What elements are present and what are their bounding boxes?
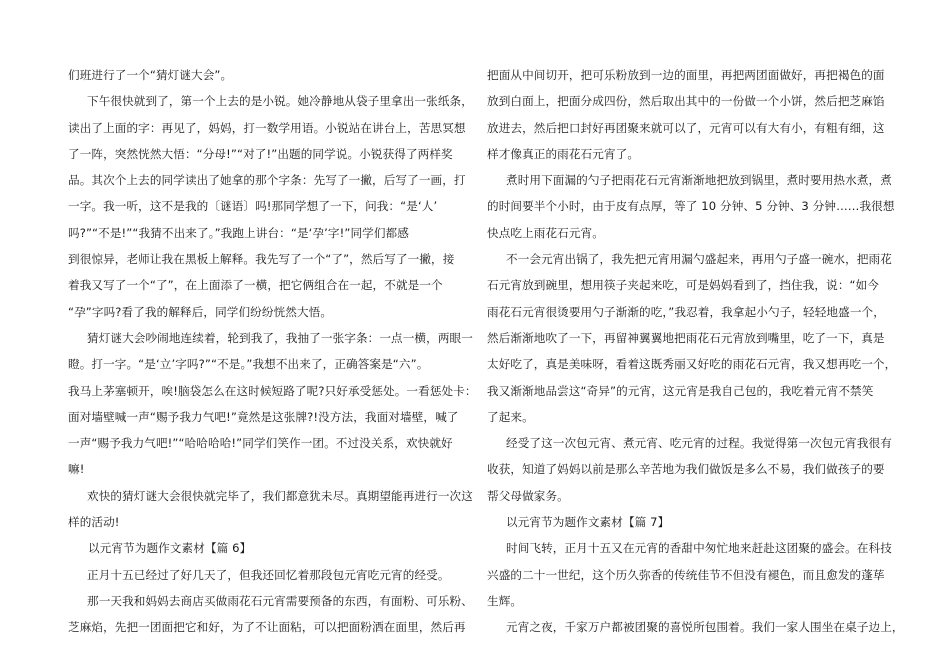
text-line: 嘛! <box>68 462 85 477</box>
text-line: 帮父母做家务。 <box>487 488 569 503</box>
text-line: 样的活动! <box>68 515 120 530</box>
text-line: 我又渐渐地品尝这“奇异”的元宵，这元宵是我自己包的，我吃着元宵不禁笑 <box>487 383 874 398</box>
section-heading: 以元宵节为题作文素材【篇 7】 <box>506 515 670 530</box>
text-line: 生辉。 <box>487 593 523 608</box>
text-line: 着我又写了一个“了”，在上面添了一横，把它俩组合在一起，不就是一个 <box>68 278 443 293</box>
text-line: 一字。我一听，这不是我的〔谜语〕吗!那同学想了一下，问我：“是‘人’ <box>68 199 438 214</box>
text-line: 雨花石元宵很烫要用勺子渐渐的吃，”我忍着，我拿起小勺子，轻轻地盛一个， <box>487 304 885 319</box>
text-line: 一声“赐予我力气吧!”“哈哈哈哈!”同学们笑作一团。不过没关系，欢快就好 <box>68 436 453 451</box>
text-line: 把面从中间切开，把可乐粉放到一边的面里，再把两团面做好，再把褐色的面 <box>487 68 885 82</box>
text-line: 读出了上面的字：再见了，妈妈，打一数学用语。小锐站在讲台上，苦思冥想 <box>68 120 466 135</box>
text-line: 兴盛的二十一世纪，这个历久弥香的传统佳节不但没有褪色，而且愈发的蓬荜 <box>487 567 885 582</box>
text-line: 了起来。 <box>487 409 534 424</box>
text-line: 品。其次个上去的同学读出了她拿的那个字条：先写了一撇，后写了一画，打 <box>68 173 466 188</box>
text-line: 收获，知道了妈妈以前是那么辛苦地为我们做饭是多么不易，我们做孩子的要 <box>487 462 885 477</box>
text-line: 不一会元宵出锅了，我先把元宵用漏勺盛起来，再用勺子盛一碗水，把雨花 <box>506 252 892 267</box>
text-line: “孕”字吗?看了我的解释后，同学们纷纷恍然大悟。 <box>68 304 333 319</box>
text-line: 下午很快就到了，第一个上去的是小锐。她冷静地从袋子里拿出一张纸条， <box>87 94 473 109</box>
text-line: 石元宵放到碗里，想用筷子夹起来吃，可是妈妈看到了，挡住我，说：“如今 <box>487 278 880 293</box>
text-line: 放到白面上，把面分成四份，然后取出其中的一份做一个小饼，然后把芝麻馅 <box>487 94 885 109</box>
text-line: 我马上茅塞顿开，唉!脑袋怎么在这时候短路了呢?只好承受惩处。一看惩处卡： <box>68 383 477 398</box>
text-line: 芝麻焰，先把一团面把它和好，为了不让面粘，可以把面粉洒在面里，然后再 <box>68 620 466 635</box>
section-heading: 以元宵节为题作文素材【篇 6】 <box>88 541 252 556</box>
text-line: 欢快的猜灯谜大会很快就完毕了，我们都意犹未尽。真期望能再进行一次这 <box>87 488 473 503</box>
text-line: 猜灯谜大会吵闹地连续着，轮到我了，我抽了一张字条：一点一横，两眼一 <box>87 330 473 345</box>
text-line: 放进去，然后把口封好再团聚来就可以了，元宵可以有大有小，有粗有细，这 <box>487 120 885 135</box>
text-line: 样才像真正的雨花石元宵了。 <box>487 146 640 161</box>
text-line: 时间飞转，正月十五又在元宵的香甜中匆忙地来赶赴这团聚的盛会。在科技 <box>506 541 892 556</box>
text-line: 元宵之夜，千家万户都被团聚的喜悦所包围着。我们一家人围坐在桌子边上， <box>506 620 904 635</box>
text-line: 的时间要半个小时，由于皮有点厚，等了 10 分钟、5 分钟、3 分钟……我很想 <box>487 199 895 214</box>
text-line: 吗?”“不是!”“我猜不出来了。”我跑上讲台：“是‘孕’字!”同学们都感 <box>68 225 409 240</box>
right-text-column <box>487 62 904 641</box>
text-line: 面对墙壁喊一声“赐予我力气吧!”竟然是这张牌?!没方法，我面对墙壁，喊了 <box>68 409 459 424</box>
text-line: 们班进行了一个“猜灯谜大会”。 <box>68 68 233 82</box>
text-line: 煮时用下面漏的勺子把雨花石元宵渐渐地把放到锅里，煮时要用热水煮，煮 <box>506 173 892 188</box>
text-line: 那一天我和妈妈去商店买做雨花石元宵需要预备的东西，有面粉、可乐粉、 <box>87 593 473 608</box>
text-line: 然后渐渐地吹了一下，再留神翼翼地把雨花石元宵放到嘴里，吃了一下，真是 <box>487 330 885 345</box>
text-line: 太好吃了，真是美味呀，看着这既秀丽又好吃的雨花石元宵，我又想再吃一个， <box>487 357 897 372</box>
text-line: 了一阵，突然恍然大悟：“分母!”“对了!”出题的同学说。小锐获得了两样奖 <box>68 146 453 161</box>
text-line: 正月十五已经过了好几天了，但我还回忆着那段包元宵吃元宵的经受。 <box>87 567 450 582</box>
text-line: 经受了这一次包元宵、煮元宵、吃元宵的过程。我觉得第一次包元宵我很有 <box>506 436 892 451</box>
text-line: 快点吃上雨花石元宵。 <box>487 225 604 240</box>
text-line: 到很惊异，老师让我在黑板上解释。我先写了一个“了”，然后写了一撇，接 <box>68 252 455 267</box>
left-text-column <box>68 62 477 641</box>
text-line: 瞪。打一字。“是‘立’字吗?”“不是。”我想不出来了，正确答案是“六”。 <box>68 357 429 372</box>
